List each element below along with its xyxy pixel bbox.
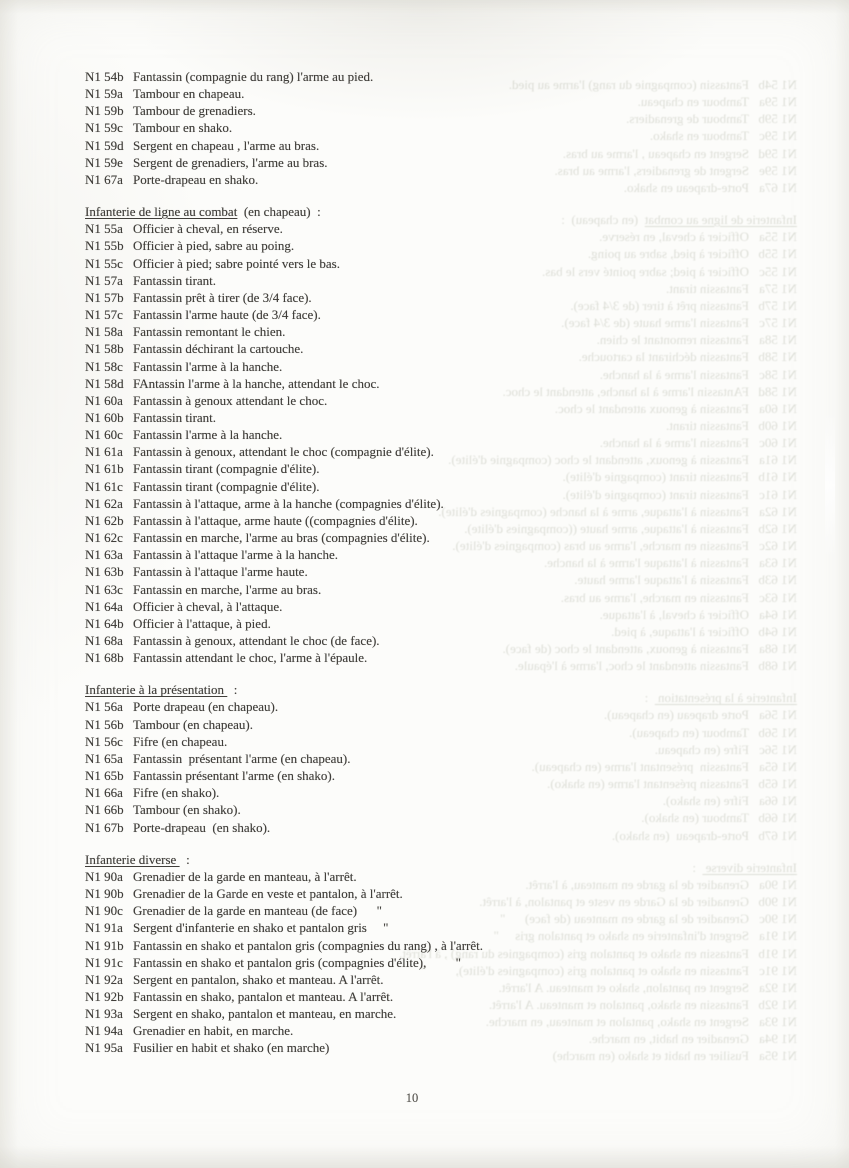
item-code: N1 68b — [85, 650, 124, 666]
section-header — [85, 681, 745, 698]
list-item — [85, 237, 745, 254]
list-item — [85, 1022, 745, 1039]
bleed-item-code: N1 60a — [759, 400, 797, 416]
item-description: Fantassin déchirant la cartouche. — [133, 341, 304, 357]
item-code: N1 58d — [85, 375, 124, 391]
item-code: N1 55a — [85, 221, 123, 237]
bleed-item-description: Sergent en shako, pantalon et manteau, en marche. — [485, 1014, 749, 1030]
bleed-item-code: N1 95a — [759, 1048, 797, 1064]
item-description: Fantassin en marche, l'arme au bras (compagnies d'élite). — [133, 530, 430, 546]
bleed-item-code: N1 90b — [758, 894, 797, 910]
bleed-item-code: N1 66a — [759, 793, 797, 809]
list-item — [85, 954, 745, 971]
bleed-item-code: N1 90c — [759, 911, 797, 927]
item-description: Fantassin attendant le choc, l'arme à l'épaule. — [133, 650, 368, 666]
bleed-item-code: N1 59c — [759, 128, 797, 144]
item-description: Fantassin prêt à tirer (de 3/4 face). — [133, 289, 312, 305]
bleed-item-description: Tambour (en shako). — [641, 810, 749, 826]
list-item — [85, 392, 745, 409]
section-header-suffix: : — [179, 851, 190, 867]
bleed-item-description: Fantassin tirant (compagnie d'élite). — [562, 469, 749, 485]
bleed-item-description: Fantassin à l'attaque, arme haute ((compagnies d'élite). — [464, 520, 749, 536]
item-description: Fantassin l'arme à la hanche. — [133, 427, 283, 443]
bleed-item-description: Grenadier de la garde en manteau (de face) " — [500, 911, 749, 927]
item-code: N1 61a — [85, 444, 123, 460]
bleed-item-description: Fantassin en shako, pantalon et manteau. A l'arrêt. — [488, 996, 749, 1012]
bleed-item-description: Fantassin à genoux, attendant le choc (de face). — [502, 641, 749, 656]
list-item — [85, 546, 745, 563]
section-header-underlined: Infanterie de ligne au combat — [85, 204, 238, 220]
item-code: N1 54b — [85, 69, 124, 84]
item-code: N1 62b — [85, 512, 124, 528]
item-description: Fantassin à l'attaque l'arme haute. — [133, 564, 308, 580]
item-description: Sergent en pantalon, shako et manteau. A l'arrêt. — [133, 971, 384, 987]
bleed-item-code: N1 91b — [758, 945, 797, 961]
item-description: Sergent d'infanterie en shako et pantalon gris " — [133, 920, 389, 936]
list-item — [85, 460, 745, 477]
item-description: Officier à pied; sabre pointé vers le bas. — [133, 255, 340, 271]
list-item — [85, 937, 745, 954]
bleed-item-description: Fantassin déchirant la cartouche. — [578, 349, 749, 365]
item-description: Fantassin l'arme haute (de 3/4 face). — [133, 307, 321, 323]
list-item — [85, 102, 745, 119]
bleed-item-code: N1 54b — [758, 77, 797, 92]
bleed-item-description: Fantassin attendant le choc, l'arme à l'épaule. — [514, 658, 749, 674]
item-code: N1 90b — [85, 886, 124, 902]
bleed-item-code: N1 55c — [759, 263, 797, 279]
bleed-item-description: Fantassin l'arme à la hanche. — [599, 435, 749, 451]
item-code: N1 55c — [85, 255, 123, 271]
bleed-item-code: N1 55a — [759, 229, 797, 245]
list-item — [85, 971, 745, 988]
list-item — [85, 119, 745, 136]
section-header — [85, 851, 745, 868]
section-header-suffix: : — [227, 682, 238, 698]
bleed-item-code: N1 59a — [759, 94, 797, 110]
figurine-list — [85, 68, 745, 1057]
item-code: N1 93a — [85, 1006, 123, 1022]
bleed-item-code: N1 92a — [759, 979, 797, 995]
item-description: Fantassin tirant (compagnie d'élite). — [133, 461, 320, 477]
item-description: Fantassin à genoux, attendant le choc (compagnie d'élite). — [133, 444, 434, 460]
item-code: N1 62a — [85, 495, 123, 511]
bleed-item-code: N1 59d — [758, 145, 797, 161]
item-description: Grenadier de la garde en manteau, à l'arrêt. — [133, 868, 357, 884]
list-item — [85, 306, 745, 323]
bleed-item-description: Fantassin tirant. — [665, 280, 749, 296]
item-code: N1 58b — [85, 341, 124, 357]
bleed-item-code: N1 67a — [759, 179, 797, 195]
list-item — [85, 581, 745, 598]
bleed-item-code: N1 67b — [758, 827, 797, 843]
list-item — [85, 868, 745, 885]
bleed-item-code: N1 63a — [759, 555, 797, 571]
bleed-item-description: Sergent d'infanterie en shako et pantalon gris " — [493, 928, 749, 944]
page-number: 10 — [405, 1091, 419, 1105]
list-item — [85, 733, 745, 750]
list-item — [85, 902, 745, 919]
bleed-item-description: Fantassin en shako et pantalon gris (compagnies d'élite), " — [421, 962, 749, 978]
item-description: Fantassin à l'attaque, arme haute ((compagnies d'élite). — [133, 512, 418, 528]
item-description: Fusilier en habit et shako (en marche) — [133, 1040, 330, 1056]
item-code: N1 59c — [85, 120, 123, 136]
bleed-item-description: Sergent en chapeau , l'arme au bras. — [562, 145, 749, 161]
item-code: N1 95a — [85, 1040, 123, 1056]
list-item — [85, 801, 745, 818]
item-description: Fantassin (compagnie du rang) l'arme au pied. — [133, 69, 374, 84]
item-code: N1 56b — [85, 716, 124, 732]
item-description: Sergent en shako, pantalon et manteau, en marche. — [133, 1006, 397, 1022]
item-code: N1 58a — [85, 324, 123, 340]
item-code: N1 61c — [85, 478, 123, 494]
list-item — [85, 632, 745, 649]
list-item — [85, 716, 745, 733]
item-code: N1 92a — [85, 971, 123, 987]
list-item — [85, 784, 745, 801]
bleed-item-code: N1 66b — [758, 810, 797, 826]
item-description: Sergent en chapeau , l'arme au bras. — [133, 137, 320, 153]
list-item — [85, 255, 745, 272]
bleed-item-code: N1 57a — [759, 280, 797, 296]
item-code: N1 94a — [85, 1023, 123, 1039]
item-code: N1 59d — [85, 137, 124, 153]
bleed-item-code: N1 62a — [759, 503, 797, 519]
item-code: N1 62c — [85, 530, 123, 546]
bleed-item-description: Fantassin à genoux, attendant le choc (compagnie d'élite). — [448, 452, 749, 468]
item-code: N1 60a — [85, 392, 123, 408]
item-code: N1 65a — [85, 750, 123, 766]
item-description: Fantassin à l'attaque, arme à la hanche (compagnies d'élite). — [133, 495, 444, 511]
bleed-item-description: Grenadier de la Garde en veste et pantalon, à l'arrêt. — [479, 894, 749, 910]
bleed-item-code: N1 56a — [759, 707, 797, 723]
bleed-section-header-suffix: : — [692, 859, 703, 875]
list-item — [85, 289, 745, 306]
scan-artifact-streak — [825, 410, 835, 560]
bleed-item-code: N1 58a — [759, 332, 797, 348]
item-description: Fifre (en shako). — [133, 785, 220, 801]
bleed-item-code: N1 61b — [758, 469, 797, 485]
item-description: Fantassin présentant l'arme (en shako). — [133, 768, 335, 784]
item-code: N1 59b — [85, 103, 124, 119]
item-description: Grenadier de la garde en manteau (de face) " — [133, 903, 382, 919]
item-description: Grenadier en habit, en marche. — [133, 1023, 294, 1039]
bleed-item-code: N1 94a — [759, 1031, 797, 1047]
bleed-item-description: Fifre (en shako). — [662, 793, 749, 809]
bleed-item-code: N1 63c — [759, 589, 797, 605]
bleed-item-code: N1 61a — [759, 452, 797, 468]
item-code: N1 63b — [85, 564, 124, 580]
list-item — [85, 529, 745, 546]
item-code: N1 57a — [85, 272, 123, 288]
bleed-item-code: N1 58b — [758, 349, 797, 365]
list-item — [85, 375, 745, 392]
bleed-item-code: N1 90a — [759, 876, 797, 892]
bleed-item-code: N1 64b — [758, 623, 797, 639]
bleed-item-description: Fusilier en habit et shako (en marche) — [552, 1048, 749, 1064]
bleed-section-header-suffix: : — [644, 690, 655, 706]
list-item — [85, 767, 745, 784]
list-item — [85, 68, 745, 85]
item-code: N1 63c — [85, 581, 123, 597]
item-description: Porte-drapeau en shako. — [133, 171, 259, 187]
item-code: N1 68a — [85, 633, 123, 648]
bleed-item-description: Fantassin à l'attaque l'arme à la hanche. — [543, 555, 749, 571]
item-description: Officier à pied, sabre au poing. — [133, 238, 295, 254]
item-description: Tambour (en shako). — [133, 802, 241, 818]
item-description: Fantassin en shako, pantalon et manteau. A l'arrêt. — [133, 988, 394, 1004]
item-code: N1 92b — [85, 988, 124, 1004]
list-item — [85, 154, 745, 171]
bleed-item-code: N1 57c — [759, 315, 797, 331]
item-code: N1 67b — [85, 819, 124, 835]
list-item — [85, 988, 745, 1005]
bleed-item-code: N1 59b — [758, 111, 797, 127]
item-description: Fifre (en chapeau. — [133, 733, 228, 749]
bleed-item-code: N1 60b — [758, 417, 797, 433]
bleed-item-description: Fantassin à l'attaque l'arme haute. — [574, 572, 749, 588]
list-item — [85, 426, 745, 443]
section-header — [85, 203, 745, 220]
bleed-item-description: Tambour en shako. — [649, 128, 749, 144]
list-item — [85, 478, 745, 495]
item-code: N1 90a — [85, 868, 123, 884]
bleed-section-header-underlined: Infanterie de ligne au combat — [644, 212, 797, 228]
bleed-item-code: N1 56c — [759, 741, 797, 757]
list-item — [85, 919, 745, 936]
bleed-item-description: Fantassin tirant. — [665, 417, 749, 433]
bleed-item-code: N1 59e — [759, 162, 797, 178]
section-header-underlined: Infanterie à la présentation — [85, 682, 228, 698]
bleed-item-description: Fantassin en marche, l'arme au bras. — [560, 589, 749, 605]
bleed-item-code: N1 93a — [759, 1014, 797, 1030]
list-item — [85, 750, 745, 767]
bleed-item-description: Fifre (en chapeau. — [654, 741, 749, 757]
list-item — [85, 615, 745, 632]
item-code: N1 55b — [85, 238, 124, 254]
item-description: Porte-drapeau (en shako). — [133, 819, 271, 835]
item-description: FAntassin l'arme à la hanche, attendant le choc. — [133, 375, 380, 391]
bleed-item-description: Fantassin à l'attaque, arme à la hanche (compagnies d'élite). — [438, 503, 749, 519]
item-description: Fantassin en shako et pantalon gris (compagnies du rang) , à l'arrêt. — [133, 937, 483, 953]
item-description: Fantassin à genoux, attendant le choc (de face). — [133, 633, 380, 648]
item-code: N1 59e — [85, 154, 123, 170]
bleed-item-code: N1 92b — [758, 996, 797, 1012]
list-item — [85, 698, 745, 715]
item-description: Fantassin remontant le chien. — [133, 324, 286, 340]
bleed-item-description: Sergent en pantalon, shako et manteau. A l'arrêt. — [498, 979, 749, 995]
list-item — [85, 563, 745, 580]
bleed-item-code: N1 64a — [759, 606, 797, 622]
list-item — [85, 512, 745, 529]
list-item — [85, 1039, 745, 1056]
list-item — [85, 220, 745, 237]
bleed-item-description: Fantassin en marche, l'arme au bras (compagnies d'élite). — [452, 538, 749, 554]
bleed-item-description: Officier à cheval, à l'attaque. — [599, 606, 749, 622]
bleed-item-description: Fantassin prêt à tirer (de 3/4 face). — [570, 297, 749, 313]
item-code: N1 91a — [85, 920, 123, 936]
list-item — [85, 171, 745, 188]
bleed-item-description: Porte-drapeau en shako. — [623, 179, 749, 195]
list-item — [85, 443, 745, 460]
bleed-item-code: N1 56b — [758, 724, 797, 740]
bleed-item-code: N1 91c — [759, 962, 797, 978]
item-code: N1 56c — [85, 733, 123, 749]
item-code: N1 58c — [85, 358, 123, 374]
item-description: Tambour de grenadiers. — [133, 103, 256, 119]
item-description: Fantassin tirant. — [133, 272, 217, 288]
bleed-item-description: Officier à pied; sabre pointé vers le bas. — [542, 263, 749, 279]
item-code: N1 91b — [85, 937, 124, 953]
item-description: Fantassin à l'attaque l'arme à la hanche. — [133, 547, 339, 563]
list-item — [85, 649, 745, 666]
list-item — [85, 598, 745, 615]
bleed-item-description: Officier à cheval, en réserve. — [599, 229, 749, 245]
item-description: Fantassin en shako et pantalon gris (compagnies d'élite), " — [133, 954, 461, 970]
list-item — [85, 358, 745, 375]
bleed-section-header-underlined: Infanterie diverse — [702, 859, 797, 875]
bleed-item-code: N1 65b — [758, 776, 797, 792]
item-code: N1 61b — [85, 461, 124, 477]
item-description: Fantassin tirant (compagnie d'élite). — [133, 478, 320, 494]
item-code: N1 66b — [85, 802, 124, 818]
section-header-underlined: Infanterie diverse — [85, 851, 180, 867]
list-item — [85, 340, 745, 357]
list-item — [85, 885, 745, 902]
bleed-item-description: Grenadier en habit, en marche. — [588, 1031, 749, 1047]
bleed-item-description: Tambour en chapeau. — [637, 94, 749, 110]
section-header-suffix: (en chapeau) : — [237, 204, 321, 220]
list-item — [85, 272, 745, 289]
list-item — [85, 819, 745, 836]
item-description: Sergent de grenadiers, l'arme au bras. — [133, 154, 328, 170]
item-description: Officier à cheval, à l'attaque. — [133, 598, 283, 614]
item-description: Fantassin à genoux attendant le choc. — [133, 392, 328, 408]
bleed-item-description: Fantassin en shako et pantalon gris (compagnies du rang) , à l'arrêt. — [399, 945, 749, 961]
item-description: Tambour en shako. — [133, 120, 233, 136]
bleed-item-code: N1 58d — [758, 383, 797, 399]
bleed-item-description: Tambour (en chapeau). — [628, 724, 749, 740]
item-code: N1 60c — [85, 427, 123, 443]
bleed-item-code: N1 63b — [758, 572, 797, 588]
bleed-item-description: Officier à l'attaque, à pied. — [611, 623, 749, 639]
bleed-item-description: Fantassin présentant l'arme (en chapeau). — [531, 758, 749, 774]
bleed-item-code: N1 91a — [759, 928, 797, 944]
item-description: Tambour (en chapeau). — [133, 716, 254, 732]
list-item — [85, 1005, 745, 1022]
list-item — [85, 137, 745, 154]
item-description: Fantassin l'arme à la hanche. — [133, 358, 283, 374]
bleed-item-description: Grenadier de la garde en manteau, à l'arrêt. — [525, 876, 749, 892]
bleed-item-code: N1 62c — [759, 538, 797, 554]
bleed-item-description: Porte-drapeau (en shako). — [611, 827, 749, 843]
item-description: Fantassin en marche, l'arme au bras. — [133, 581, 322, 597]
item-code: N1 67a — [85, 171, 123, 187]
bleed-item-description: Fantassin l'arme haute (de 3/4 face). — [561, 315, 749, 331]
bleed-section-header-underlined: Infanterie à la présentation — [654, 690, 797, 706]
bleed-item-description: Fantassin l'arme à la hanche. — [599, 366, 749, 382]
bleed-item-description: Porte drapeau (en chapeau). — [603, 707, 749, 723]
item-code: N1 57c — [85, 307, 123, 323]
item-description: Porte drapeau (en chapeau). — [133, 699, 279, 715]
item-description: Fantassin tirant. — [133, 409, 217, 425]
item-code: N1 90c — [85, 903, 123, 919]
bleed-item-description: Fantassin présentant l'arme (en shako). — [547, 776, 749, 792]
bleed-item-code: N1 57b — [758, 297, 797, 313]
item-code: N1 60b — [85, 409, 124, 425]
item-description: Officier à cheval, en réserve. — [133, 221, 283, 237]
bleed-item-description: Fantassin à genoux attendant le choc. — [554, 400, 749, 416]
bleed-item-description: Tambour de grenadiers. — [626, 111, 749, 127]
bleed-item-code: N1 55b — [758, 246, 797, 262]
item-code: N1 56a — [85, 699, 123, 715]
bleed-item-description: Officier à pied, sabre au poing. — [587, 246, 749, 262]
item-code: N1 65b — [85, 768, 124, 784]
list-item — [85, 323, 745, 340]
bleed-item-code: N1 60c — [759, 435, 797, 451]
item-code: N1 91c — [85, 954, 123, 970]
bleed-section-header-suffix: (en chapeau) : — [561, 212, 645, 228]
item-code: N1 57b — [85, 289, 124, 305]
bleed-item-code: N1 68b — [758, 658, 797, 674]
bleed-item-description: Fantassin remontant le chien. — [596, 332, 749, 348]
bleed-item-code: N1 58c — [759, 366, 797, 382]
bleed-item-description: Fantassin tirant (compagnie d'élite). — [562, 486, 749, 502]
bleed-item-description: Fantassin (compagnie du rang) l'arme au pied. — [508, 77, 749, 92]
bleed-item-code: N1 61c — [759, 486, 797, 502]
item-description: Fantassin présentant l'arme (en chapeau). — [133, 750, 351, 766]
item-code: N1 59a — [85, 86, 123, 102]
bleed-item-code: N1 68a — [759, 641, 797, 656]
bleed-item-code: N1 62b — [758, 520, 797, 536]
list-item — [85, 85, 745, 102]
item-code: N1 64a — [85, 598, 123, 614]
item-description: Grenadier de la Garde en veste et pantalon, à l'arrêt. — [133, 886, 403, 902]
item-code: N1 66a — [85, 785, 123, 801]
bleed-item-code: N1 65a — [759, 758, 797, 774]
bleed-item-description: FAntassin l'arme à la hanche, attendant le choc. — [502, 383, 749, 399]
list-item — [85, 495, 745, 512]
bleed-item-description: Sergent de grenadiers, l'arme au bras. — [554, 162, 749, 178]
item-code: N1 64b — [85, 615, 124, 631]
item-description: Tambour en chapeau. — [133, 86, 245, 102]
item-description: Officier à l'attaque, à pied. — [133, 615, 271, 631]
list-item — [85, 409, 745, 426]
item-code: N1 63a — [85, 547, 123, 563]
